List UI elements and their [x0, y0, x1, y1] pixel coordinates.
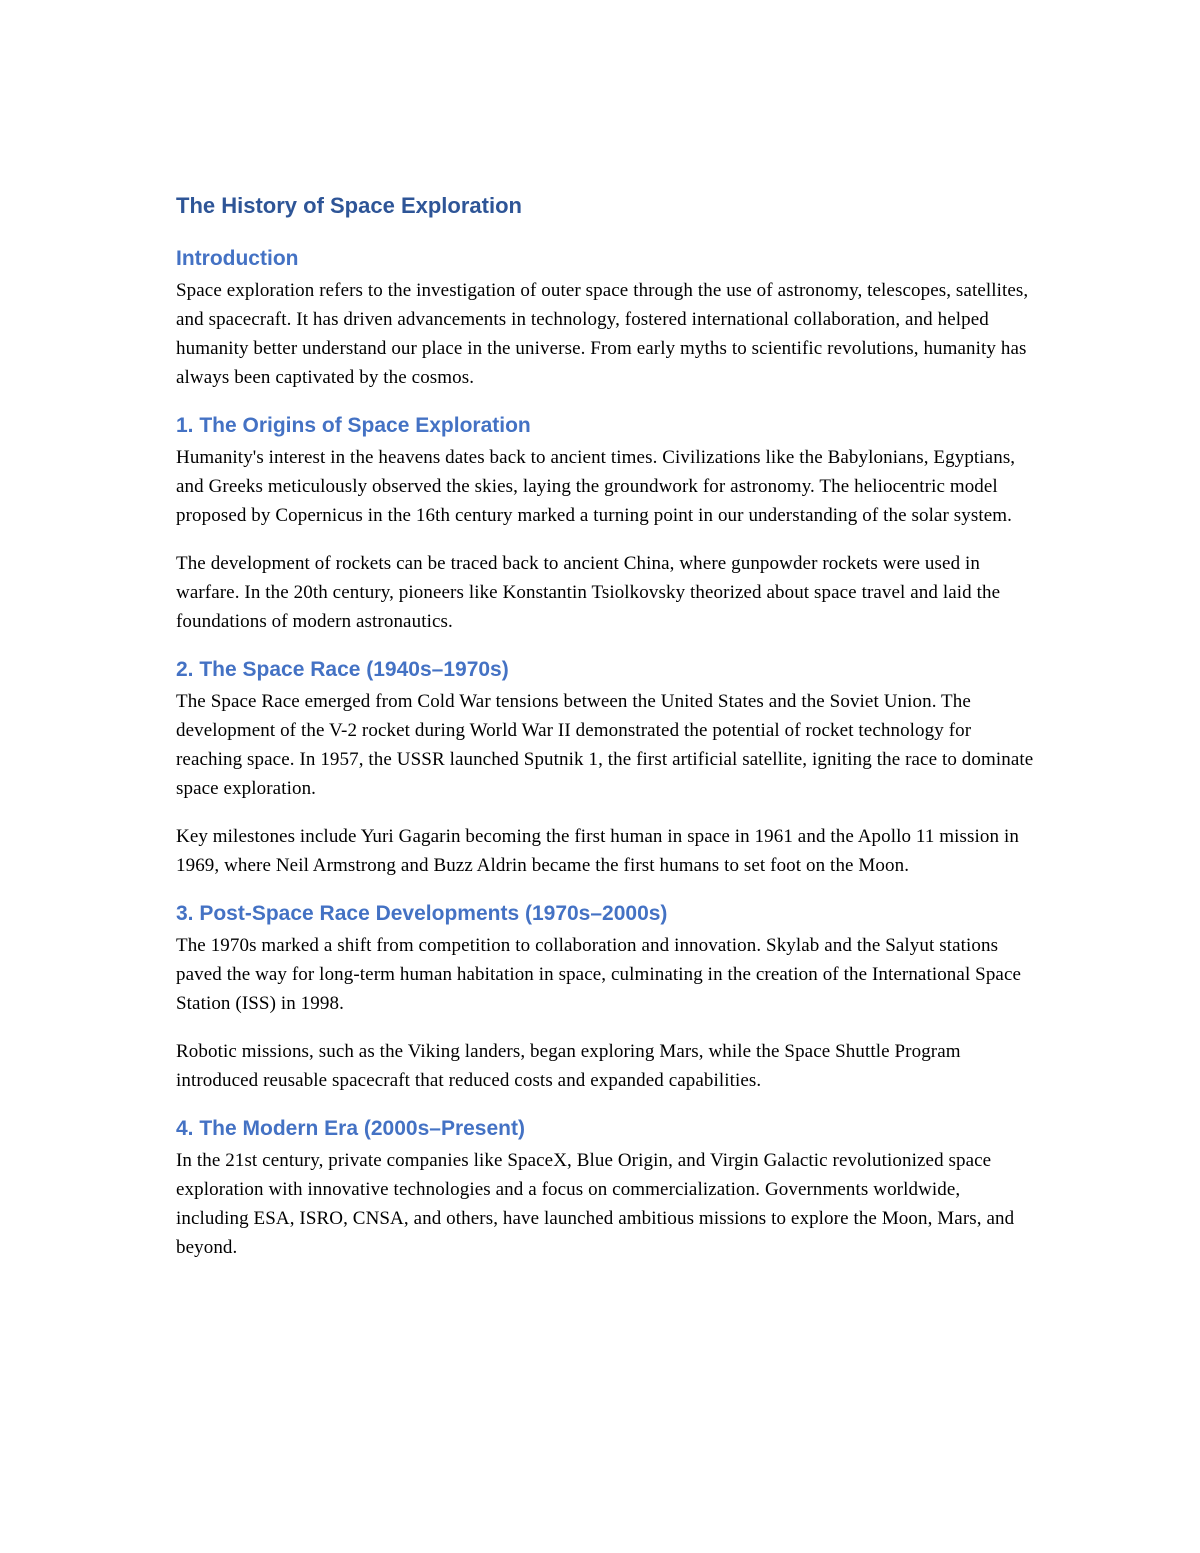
document-title: The History of Space Exploration — [176, 193, 522, 218]
section-post-space-race — [176, 899, 1036, 1095]
section-heading: 3. Post-Space Race Developments (1970s–2000s) — [176, 902, 668, 925]
paragraph: Humanity's interest in the heavens dates back to ancient times. Civilizations like the Babylonians, Egyptians, and Greeks meticulously observed the skies, laying the groundwork for astronomy. The heliocentric model proposed by Copernicus in the 16th century marked a turning point in our understanding of the solar system. — [176, 447, 1016, 526]
document-body — [176, 190, 1036, 1281]
section-heading: 4. The Modern Era (2000s–Present) — [176, 1117, 525, 1140]
paragraph: The Space Race emerged from Cold War tensions between the United States and the Soviet Union. The development of the V-2 rocket during World War II demonstrated the potential of rocket technology for reaching space. In 1957, the USSR launched Sputnik 1, the first artificial satellite, igniting the race to dominate space exploration. — [176, 691, 1034, 799]
section-heading: 2. The Space Race (1940s–1970s) — [176, 658, 509, 681]
section-heading: Introduction — [176, 247, 299, 270]
paragraph: Key milestones include Yuri Gagarin becoming the first human in space in 1961 and the Apollo 11 mission in 1969, where Neil Armstrong and Buzz Aldrin became the first humans to set foot on the Moon. — [176, 826, 1019, 876]
paragraph: Robotic missions, such as the Viking landers, began exploring Mars, while the Space Shuttle Program introduced reusable spacecraft that reduced costs and expanded capabilities. — [176, 1041, 961, 1091]
section-modern-era — [176, 1114, 1036, 1262]
section-origins — [176, 411, 1036, 636]
paragraph: Space exploration refers to the investigation of outer space through the use of astronomy, telescopes, satellites, and spacecraft. It has driven advancements in technology, fostered international collaboration, and helped humanity better understand our place in the universe. From early myths to scientific revolutions, humanity has always been captivated by the cosmos. — [176, 280, 1029, 388]
section-space-race — [176, 655, 1036, 880]
paragraph: In the 21st century, private companies like SpaceX, Blue Origin, and Virgin Galactic revolutionized space exploration with innovative technologies and a focus on commercialization. Governments worldwide, including ESA, ISRO, CNSA, and others, have launched ambitious missions to explore the Moon, Mars, and beyond. — [176, 1150, 1015, 1258]
paragraph: The 1970s marked a shift from competition to collaboration and innovation. Skylab and the Salyut stations paved the way for long-term human habitation in space, culminating in the creation of the International Space Station (ISS) in 1998. — [176, 935, 1022, 1014]
section-heading: 1. The Origins of Space Exploration — [176, 414, 531, 437]
paragraph: The development of rockets can be traced back to ancient China, where gunpowder rockets were used in warfare. In the 20th century, pioneers like Konstantin Tsiolkovsky theorized about space travel and laid the foundations of modern astronautics. — [176, 553, 1001, 632]
section-introduction — [176, 244, 1036, 392]
